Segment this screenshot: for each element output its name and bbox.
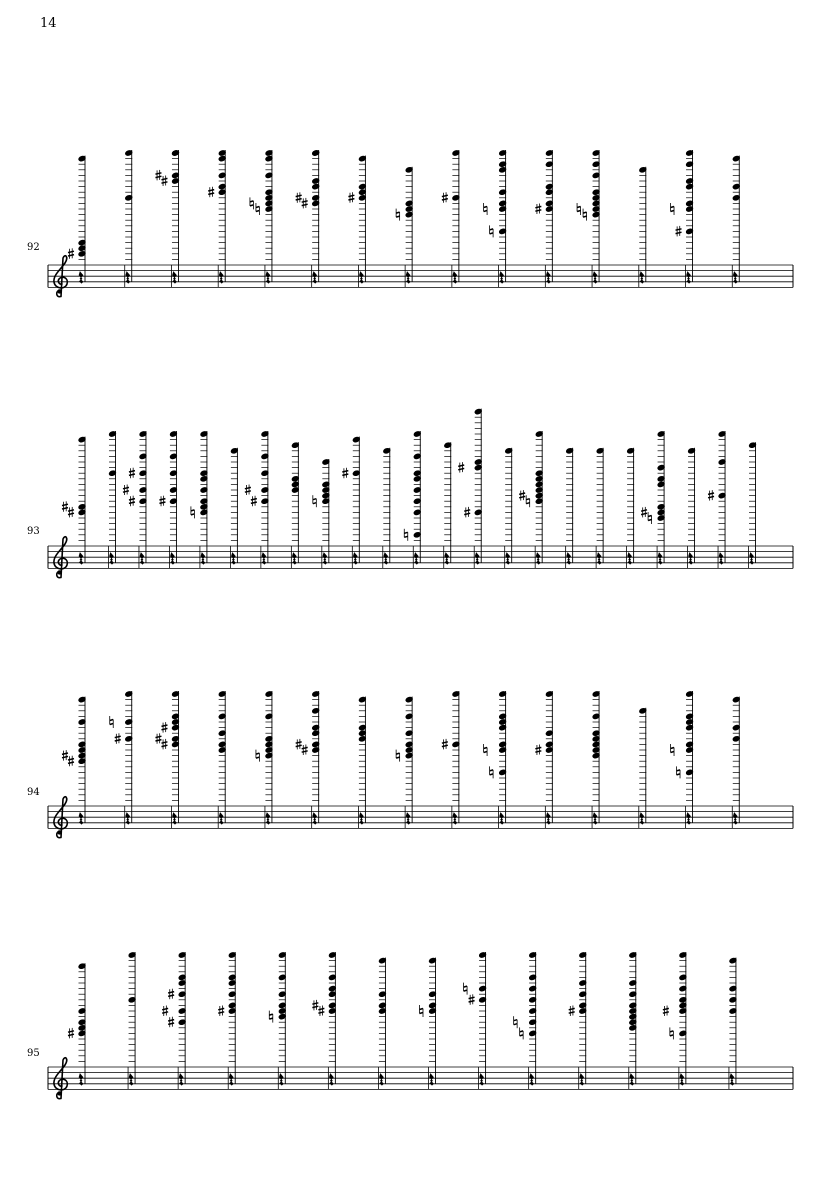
chord	[278, 951, 287, 1084]
measure-number: 94	[27, 787, 40, 798]
quarter-rest	[379, 1074, 383, 1086]
sharp-icon	[318, 1006, 324, 1017]
quarter-rest	[730, 1074, 734, 1086]
sharp-icon	[469, 994, 475, 1005]
measure-number: 92	[27, 242, 40, 253]
quarter-rest	[680, 1074, 684, 1086]
natural-icon	[420, 1005, 424, 1017]
quarter-rest	[480, 1074, 484, 1086]
measure-number: 93	[27, 526, 40, 537]
sharp-icon	[569, 1006, 575, 1017]
natural-icon	[514, 1016, 518, 1028]
quarter-rest	[580, 1074, 584, 1086]
chord	[128, 951, 137, 1084]
quarter-rest	[79, 1074, 83, 1086]
sharp-icon	[218, 1006, 224, 1017]
chord	[228, 951, 237, 1084]
sharp-icon	[663, 1006, 669, 1017]
chord	[78, 962, 87, 1083]
sharp-icon	[68, 1028, 74, 1039]
chord	[478, 951, 487, 1084]
chord	[428, 957, 437, 1084]
quarter-rest	[179, 1074, 183, 1086]
chord	[678, 951, 687, 1084]
natural-icon	[520, 1027, 524, 1039]
chord	[328, 951, 337, 1084]
chord	[178, 951, 187, 1084]
natural-icon	[269, 1011, 273, 1023]
quarter-rest	[630, 1074, 634, 1086]
quarter-rest	[129, 1074, 133, 1086]
chord	[578, 951, 587, 1084]
quarter-rest	[329, 1074, 333, 1086]
page-number: 14	[40, 16, 57, 31]
chord	[728, 957, 737, 1084]
sharp-icon	[312, 1000, 318, 1011]
measure-number: 95	[27, 1048, 40, 1059]
quarter-rest	[229, 1074, 233, 1086]
natural-icon	[464, 983, 468, 995]
chord	[628, 951, 637, 1084]
sharp-icon	[168, 989, 174, 1000]
natural-icon	[670, 1027, 674, 1039]
sharp-icon	[162, 1006, 168, 1017]
quarter-rest	[430, 1074, 434, 1086]
sharp-icon	[168, 1017, 174, 1027]
chord	[528, 951, 537, 1084]
chord	[378, 957, 387, 1084]
quarter-rest	[279, 1074, 283, 1086]
quarter-rest	[530, 1074, 534, 1086]
